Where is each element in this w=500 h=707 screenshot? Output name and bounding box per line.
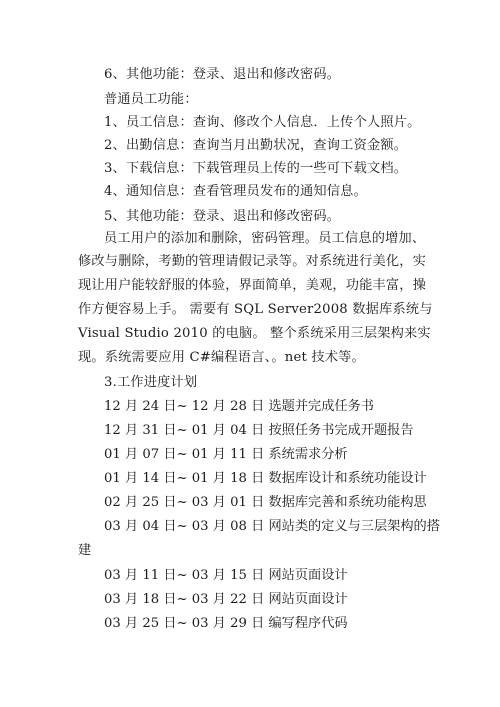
paragraph-line: 作方便容易上手。 需要有 SQL Server2008 数据库系统与	[78, 302, 433, 317]
text-line: 4、通知信息：查看管理员发布的通知信息。	[104, 184, 367, 199]
paragraph-line: Visual Studio 2010 的电脑。 整个系统采用三层架构来实	[78, 326, 431, 341]
schedule-item: 03 月 11 日~ 03 月 15 日 网站页面设计	[104, 568, 348, 583]
paragraph-line: 修改与删除，考勤的管理请假记录等。对系统进行美化，实	[78, 254, 427, 269]
text-line: 6、其他功能：登录、退出和修改密码。	[104, 67, 341, 82]
schedule-item: 01 月 14 日~ 01 月 18 日 数据库设计和系统功能设计	[104, 471, 427, 486]
paragraph-line: 现让用户能较舒服的体验，界面简单，美观，功能丰富，操	[78, 278, 427, 293]
paragraph-line: 员工用户的添加和删除，密码管理。员工信息的增加、	[104, 231, 426, 246]
schedule-item: 02 月 25 日~ 03 月 01 日 数据库完善和系统功能构思	[104, 495, 427, 510]
schedule-item: 03 月 25 日~ 03 月 29 日 编写程序代码	[104, 616, 348, 631]
schedule-item: 12 月 31 日~ 01 月 04 日 按照任务书完成开题报告	[104, 423, 414, 438]
text-line: 3、下载信息：下载管理员上传的一些可下载文档。	[104, 161, 408, 176]
text-line: 1、员工信息：查询、修改个人信息．上传个人照片。	[104, 115, 421, 130]
text-line: 普通员工功能：	[104, 92, 198, 107]
schedule-item: 03 月 18 日~ 03 月 22 日 网站页面设计	[104, 592, 348, 607]
section-heading: 3.工作进度计划	[104, 375, 198, 390]
schedule-item: 03 月 04 日~ 03 月 08 日 网站类的定义与三层架构的搭	[104, 519, 440, 534]
text-line: 2、出勤信息：查询当月出勤状况，查询工资金额。	[104, 138, 408, 153]
schedule-item-continuation: 建	[78, 543, 92, 558]
schedule-item: 01 月 07 日~ 01 月 11 日 系统需求分析	[104, 447, 348, 462]
schedule-item: 12 月 24 日~ 12 月 28 日 选题并完成任务书	[104, 399, 374, 414]
paragraph-line: 现。系统需要应用 C#编程语言、。net 技术等。	[78, 350, 365, 365]
text-line: 5、其他功能：登录、退出和修改密码。	[104, 209, 341, 224]
